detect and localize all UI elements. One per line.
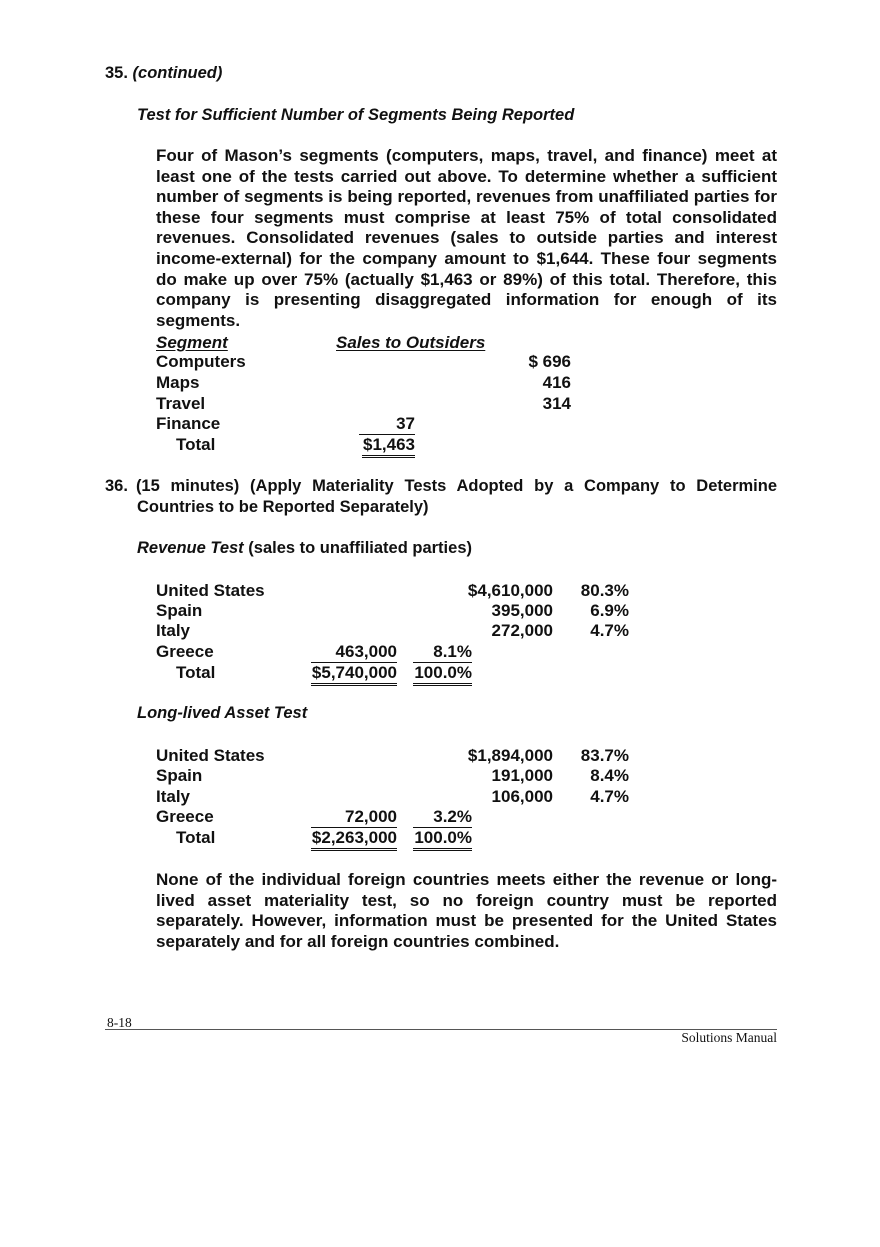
revenue-row	[156, 601, 629, 622]
revenue-row	[156, 621, 629, 642]
revenue-amount: 395,000	[491, 601, 553, 620]
asset-total-label: Total	[176, 828, 216, 847]
problem-35-continued: (continued)	[132, 64, 223, 82]
revenue-country: United States	[156, 581, 265, 600]
segment-label: Computers	[156, 352, 246, 371]
segment-row	[156, 352, 571, 373]
revenue-total-row	[156, 663, 476, 684]
segments-test-heading: Test for Sufficient Number of Segments Being Reported	[137, 106, 575, 124]
revenue-total-amount: $5,740,000	[311, 663, 397, 686]
revenue-percent: 6.9%	[590, 601, 629, 620]
asset-total-percent: 100.0%	[413, 828, 472, 851]
page-number: 8-18	[107, 1015, 132, 1030]
segment-value: 314	[542, 394, 571, 413]
segment-column-header: Segment	[156, 333, 228, 352]
asset-amount: 72,000	[311, 807, 397, 828]
segment-total-label: Total	[176, 435, 216, 454]
segment-value: $ 696	[528, 352, 571, 371]
revenue-row	[156, 581, 629, 602]
asset-percent: 83.7%	[580, 746, 629, 765]
asset-row	[156, 807, 476, 828]
asset-row	[156, 787, 629, 808]
revenue-percent: 80.3%	[580, 581, 629, 600]
revenue-test-heading	[137, 539, 472, 558]
revenue-country: Spain	[156, 601, 203, 620]
asset-total-amount: $2,263,000	[311, 828, 397, 851]
asset-test-heading: Long-lived Asset Test	[137, 704, 308, 722]
conclusion-paragraph: None of the individual foreign countries meets either the revenue or long-lived asset materiality test, so no foreign country must be reported separately. However, information must be presented for the United States separately and for all foreign countries combined.	[156, 870, 777, 951]
revenue-test-label: Revenue Test	[137, 539, 244, 557]
asset-country: Italy	[156, 787, 191, 806]
problem-36-heading	[105, 476, 777, 518]
segment-row	[156, 373, 571, 394]
asset-country: United States	[156, 746, 265, 765]
revenue-country: Italy	[156, 621, 191, 640]
asset-row	[156, 746, 629, 767]
revenue-percent: 4.7%	[590, 621, 629, 640]
revenue-row	[156, 642, 476, 663]
problem-36-title-line2: Countries to be Reported Separately)	[137, 498, 429, 516]
asset-amount: 106,000	[491, 787, 553, 806]
revenue-total-label: Total	[176, 663, 216, 682]
revenue-percent: 8.1%	[413, 642, 472, 663]
revenue-test-subtitle: (sales to unaffiliated parties)	[243, 539, 472, 557]
segment-total-value: $1,463	[362, 435, 415, 458]
revenue-total-percent: 100.0%	[413, 663, 472, 686]
segment-row	[156, 394, 571, 415]
asset-percent: 4.7%	[590, 787, 629, 806]
segments-paragraph: Four of Mason’s segments (computers, maps, travel, and finance) meet at least one of the tests carried out above. To determine whether a sufficient number of segments is being reported, revenues from unaffiliated parties for these four segments must comprise at least 75% of total consolidated revenues. Consolidated revenues (sales to outside parties and interest income-external) for the company amount to $1,644. These four segments do make up over 75% (actually $1,463 or 89%) of this total. Therefore, this company is presenting disaggregated information for enough of its segments.	[156, 146, 777, 330]
asset-percent: 3.2%	[413, 807, 472, 828]
sales-column-header: Sales to Outsiders	[336, 333, 486, 352]
revenue-amount: $4,610,000	[467, 581, 553, 600]
problem-35-heading	[105, 64, 222, 83]
revenue-amount: 272,000	[491, 621, 553, 640]
revenue-amount: 463,000	[311, 642, 397, 663]
segment-row	[156, 414, 426, 435]
asset-country: Spain	[156, 766, 203, 785]
segment-total-row	[156, 435, 426, 456]
problem-36-number: 36.	[105, 477, 128, 495]
segment-value: 37	[359, 414, 415, 435]
problem-35-number: 35.	[105, 64, 128, 82]
problem-36-title-line1: (15 minutes) (Apply Materiality Tests Adopted by a Company to Determine	[135, 477, 777, 495]
asset-percent: 8.4%	[590, 766, 629, 785]
segment-label: Travel	[156, 394, 206, 413]
asset-amount: 191,000	[491, 766, 553, 785]
segment-label: Finance	[156, 414, 221, 433]
footer-rule	[105, 1029, 777, 1030]
segment-value: 416	[542, 373, 571, 392]
asset-amount: $1,894,000	[467, 746, 553, 765]
asset-total-row	[156, 828, 476, 849]
segment-label: Maps	[156, 373, 200, 392]
asset-country: Greece	[156, 807, 214, 826]
book-title: Solutions Manual	[681, 1030, 777, 1045]
asset-row	[156, 766, 629, 787]
revenue-country: Greece	[156, 642, 214, 661]
